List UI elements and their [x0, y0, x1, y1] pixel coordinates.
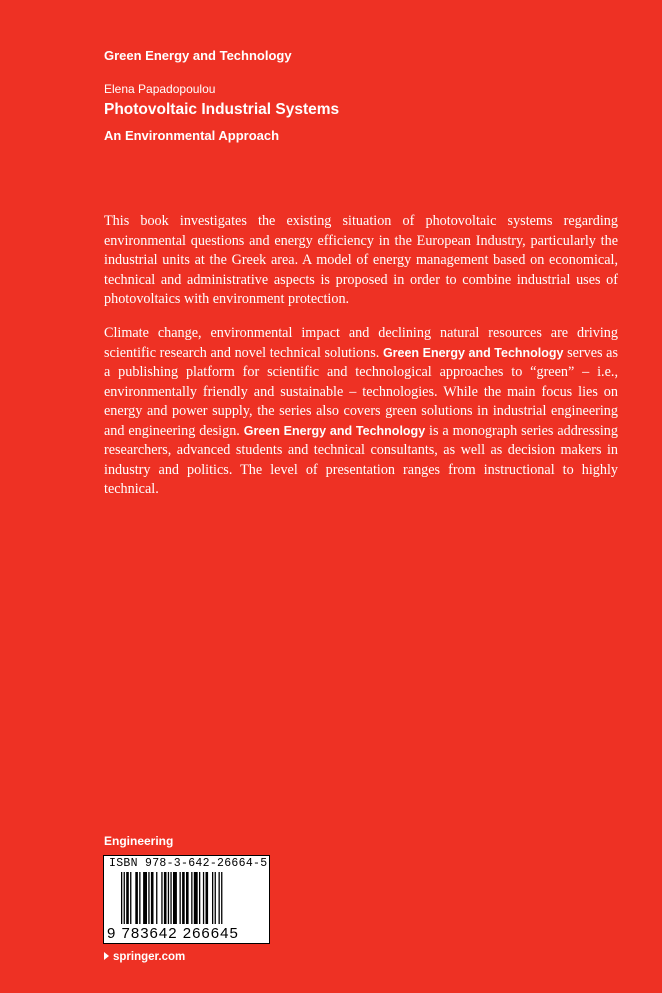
isbn-barcode: [103, 855, 270, 944]
barcode-bars: [121, 872, 261, 930]
website-label: springer.com: [113, 951, 186, 963]
subject-category: Engineering: [104, 834, 174, 848]
description-paragraph-1: This book investigates the existing situation of photovoltaic systems regarding environmental questions and energy efficiency in the European Industry, particularly the industrial units at the Greek area. A model of energy management based on economical, technical and administrative aspects is proposed in order to combine industrial uses of photovoltaics with environment protection.: [104, 213, 618, 307]
book-subtitle: An Environmental Approach: [104, 128, 280, 143]
series-reference: Green Energy and Technology: [382, 345, 564, 360]
paragraph-text: serves as a publishing platform for scientific and technological approaches to “green” – i.e., environmentally friendly and sustainable – technologies. While the main focus lies on energy and power supply, the series also covers green solutions in industrial engineering and engineering design.: [104, 344, 619, 439]
publisher-website[interactable]: [104, 951, 185, 963]
paragraph-text: is a monograph series addressing researchers, advanced students and technical consultants, as well as decision makers in industry and politics. The level of presentation ranges from instructional to highly technical.: [104, 422, 618, 497]
arrow-icon: [104, 952, 109, 960]
author-name: Elena Papadopoulou: [104, 82, 216, 96]
isbn-text: ISBN 978-3-642-26664-5: [109, 857, 268, 870]
series-reference: Green Energy and Technology: [243, 423, 426, 438]
book-title: Photovoltaic Industrial Systems: [104, 101, 340, 118]
series-name: Green Energy and Technology: [104, 48, 292, 63]
paragraph-text: Climate change, environmental impact and declining natural resources are driving scientific research and novel technical solutions.: [104, 325, 618, 361]
ean-digits: 9 783642 266645: [107, 925, 239, 942]
description-paragraph-2: [104, 324, 618, 500]
